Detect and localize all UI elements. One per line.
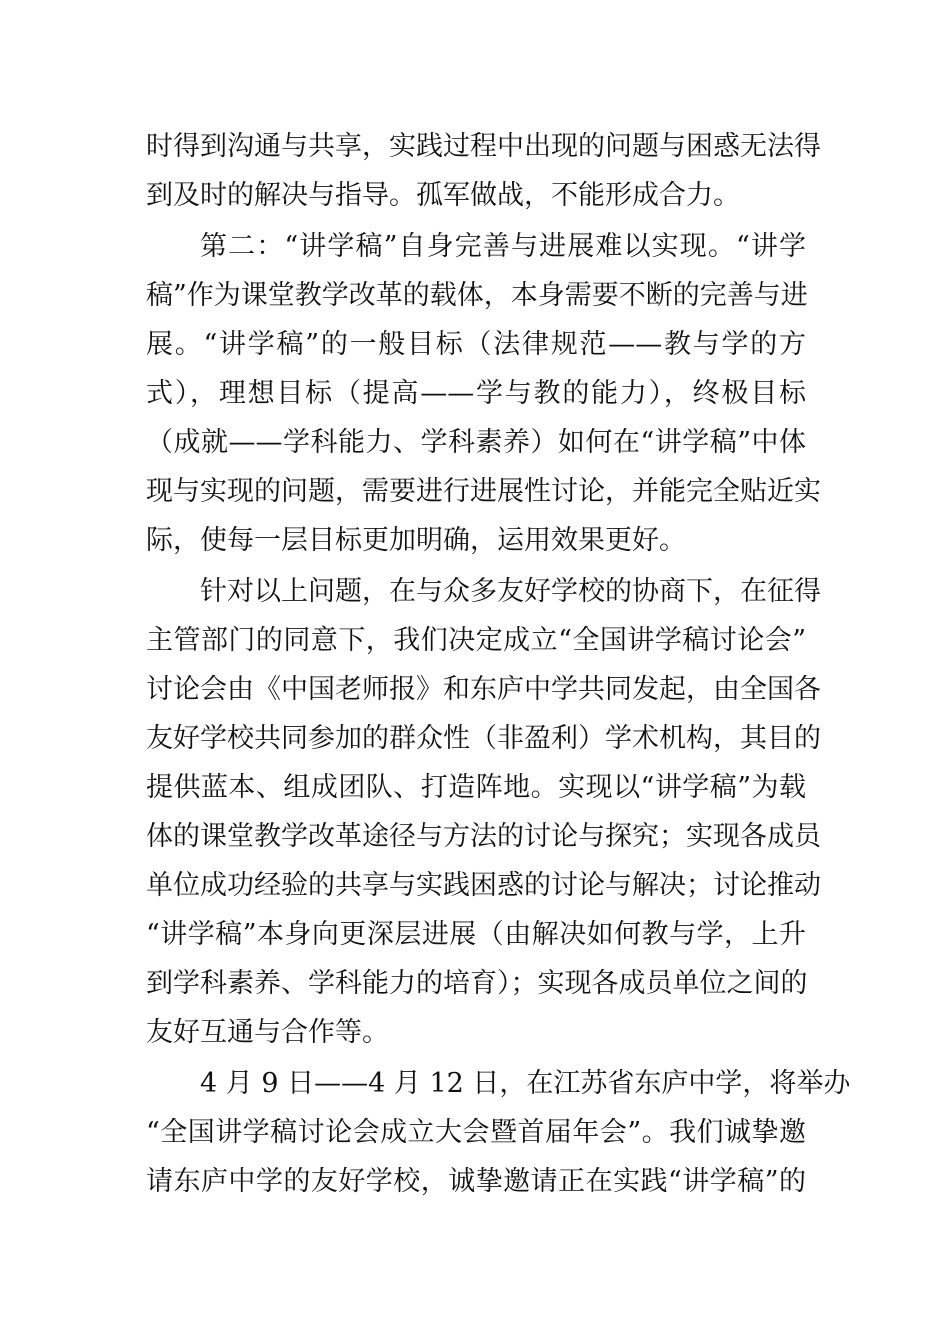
text-line: 主管部门的同意下，我们决定成立“全国讲学稿讨论会” [146,625,806,656]
text-line: “讲学稿”本身向更深层进展（由解决如何教与学，上升 [146,919,806,950]
text-line: 到学科素养、学科能力的培育）；实现各成员单位之间的 [146,968,808,999]
text-line: 展。“讲学稿”的一般目标（法律规范——教与学的方 [146,329,806,360]
text-line: “全国讲学稿讨论会成立大会暨首届年会”。我们诚挚邀 [146,1117,806,1148]
text-line: 单位成功经验的共享与实践困惑的讨论与解决；讨论推动 [146,870,821,901]
body-text [146,122,851,1206]
text-line: 到及时的解决与指导。孤军做战，不能形成合力。 [146,180,740,211]
text-line: 请东庐中学的友好学校，诚挚邀请正在实践“讲学稿”的 [146,1166,806,1197]
text-line: 稿”作为课堂教学改革的载体，本身需要不断的完善与进 [146,280,808,311]
text-line: 友好学校共同参加的群众性（非盈利）学术机构，其目的 [146,723,821,754]
text-line: 式），理想目标（提高——学与教的能力），终极目标 [146,378,806,409]
text-line: 际，使每一层目标更加明确，运用效果更好。 [146,525,686,556]
text-line: 第二：“讲学稿”自身完善与进展难以实现。“讲学 [200,231,806,262]
text-line: 现与实现的问题，需要进行进展性讨论，并能完全贴近实 [146,476,821,507]
text-line: 体的课堂教学改革途径与方法的讨论与探究；实现各成员 [146,821,821,852]
text-line: 4 月 9 日——4 月 12 日，在江苏省东庐中学，将举办 [200,1068,851,1099]
text-line: 友好互通与合作等。 [146,1017,389,1048]
text-line: 提供蓝本、组成团队、打造阵地。实现以“讲学稿”为载 [146,772,806,803]
text-line: （成就——学科能力、学科素养）如何在“讲学稿”中体 [146,427,806,458]
text-line: 针对以上问题，在与众多友好学校的协商下，在征得 [200,576,821,607]
text-line: 时得到沟通与共享，实践过程中出现的问题与困惑无法得 [146,131,821,162]
text-line: 讨论会由《中国老师报》和东庐中学共同发起，由全国各 [146,674,821,705]
